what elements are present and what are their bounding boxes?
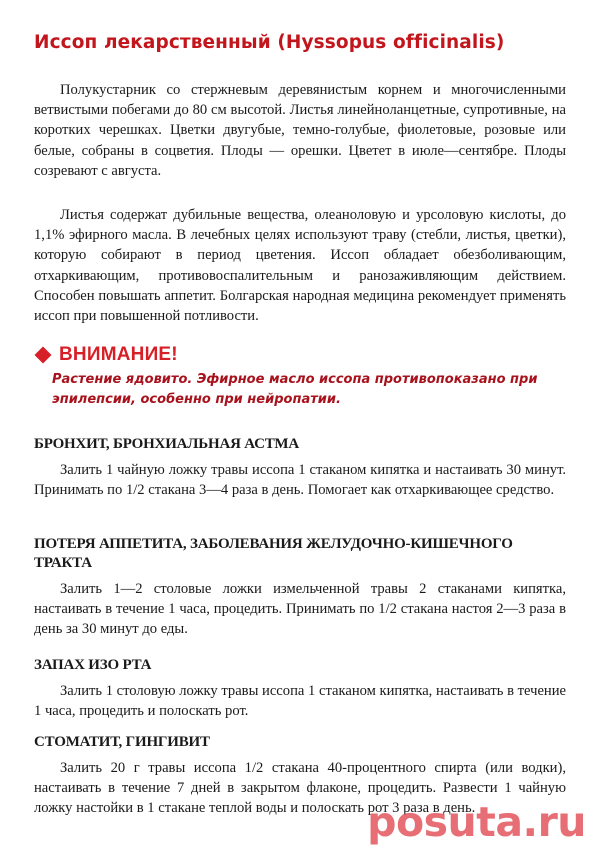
section-text-breath: Залить 1 столовую ложку травы иссопа 1 стаканом кипятка, настаивать в течение 1 часа, процедить и полоскать рот. (34, 683, 567, 720)
warning-header (34, 344, 178, 366)
section-text-stomatitis: Залить 20 г травы иссопа 1/2 стакана 40-процентного спирта (или водки), настаивать в течение 7 дней в закрытом флаконе, процедить. Развести 1 чайную ложку настойки в 1 стакане теплой воды и полоскать рот 3 раза в день. (34, 760, 566, 817)
section-heading-bronchitis: БРОНХИТ, БРОНХИАЛЬНАЯ АСТМА (34, 436, 299, 452)
intro-paragraph-properties: Листья содержат дубильные вещества, олеаноловую и урсоловую кислоты, до 1,1% эфирного масла. В лечебных целях используют траву (стебли, листья, цветки), которую собирают в период цветения. Иссоп обладает обезболивающим, отхаркивающим, противовоспалительным и ранозаживляющим действием. Способен повышать аппетит. Болгарская народная медицина рекомендует применять иссоп при повышенной потливости. (34, 207, 566, 325)
intro-paragraph-description: Полукустарник со стержневым деревянистым корнем и многочисленными ветвистыми побегами до 80 см высотой. Листья линейноланцетные, супротивные, на коротких черешках. Цветки двугубые, темно-голубые, фиолетовые, розовые или белые, собраны в соцветия. Плоды — орешки. Цветет в июле—сентябре. Плоды созревают с августа. (34, 82, 566, 179)
watermark-text: posuta.ru (367, 798, 586, 846)
section-text-appetite: Залить 1—2 столовые ложки измельченной травы 2 стаканами кипятка, настаивать в течение 1 часа, процедить. Принимать по 1/2 стакана настоя 2—3 раза в день за 30 минут до еды. (34, 581, 566, 638)
section-text-bronchitis: Залить 1 чайную ложку травы иссопа 1 стаканом кипятка и настаивать 30 минут. Принимать по 1/2 стакана 3—4 раза в день. Помогает как отхаркивающее средство. (34, 462, 566, 499)
watermark-logo (367, 798, 586, 846)
section-heading-appetite: ПОТЕРЯ АППЕТИТА, ЗАБОЛЕВАНИЯ ЖЕЛУДОЧНО-КИШЕЧНОГО ТРАКТА (34, 536, 513, 571)
warning-text: Растение ядовито. Эфирное масло иссопа противопоказано при эпилепсии, особенно при нейропатии. (52, 372, 538, 407)
page-title: Иссоп лекарственный (Hyssopus officinalis) (34, 32, 505, 53)
section-heading-stomatitis: СТОМАТИТ, ГИНГИВИТ (34, 734, 210, 750)
warning-title: ВНИМАНИЕ! (59, 344, 178, 365)
warning-diamond-icon (35, 347, 52, 364)
section-heading-breath: ЗАПАХ ИЗО РТА (34, 657, 152, 673)
